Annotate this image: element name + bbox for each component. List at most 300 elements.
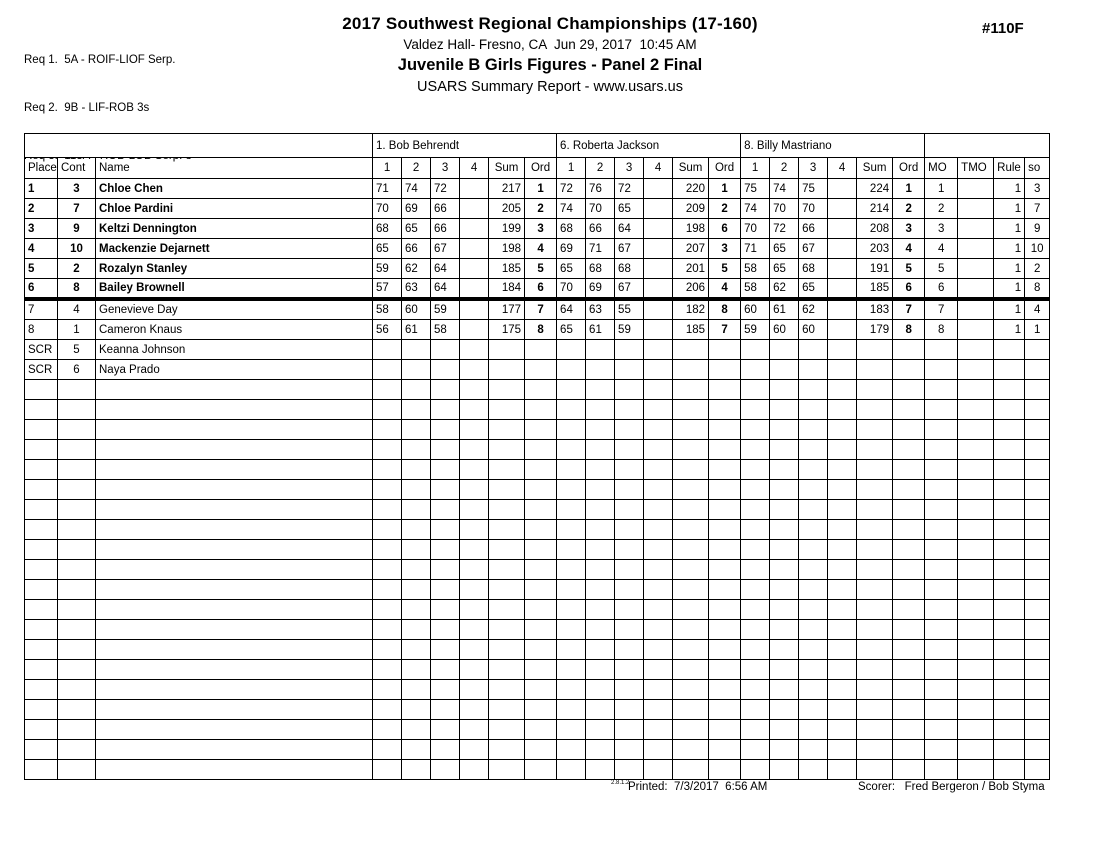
table-row — [25, 239, 1050, 259]
so-cell — [1025, 360, 1050, 380]
score-cell — [460, 600, 489, 620]
score-cell — [828, 239, 857, 259]
mo-cell: 8 — [925, 320, 958, 340]
score-cell — [615, 600, 644, 620]
ord-cell — [893, 560, 925, 580]
mo-cell — [925, 400, 958, 420]
score-cell — [828, 500, 857, 520]
score-cell — [615, 440, 644, 460]
col-header-score: 2 — [770, 158, 799, 179]
score-cell — [644, 299, 673, 320]
place-cell — [25, 700, 58, 720]
score-cell — [373, 700, 402, 720]
score-cell — [644, 380, 673, 400]
place-cell — [25, 540, 58, 560]
sum-cell — [857, 660, 893, 680]
score-cell — [828, 620, 857, 640]
score-cell — [557, 360, 586, 380]
ord-cell — [709, 560, 741, 580]
cont-cell: 6 — [58, 360, 96, 380]
judge-header-row — [25, 134, 1050, 158]
score-cell — [586, 680, 615, 700]
so-cell — [1025, 460, 1050, 480]
sum-cell — [673, 620, 709, 640]
footer-version: 2.8.1.2 — [611, 780, 630, 786]
score-cell — [373, 440, 402, 460]
score-cell — [770, 660, 799, 680]
ord-cell — [709, 740, 741, 760]
score-cell — [644, 480, 673, 500]
empty-row — [25, 620, 1050, 640]
sum-cell — [489, 380, 525, 400]
sum-cell — [857, 500, 893, 520]
score-cell — [557, 500, 586, 520]
sum-cell — [673, 380, 709, 400]
mo-cell — [925, 760, 958, 780]
score-cell — [373, 520, 402, 540]
score-cell — [770, 600, 799, 620]
ord-cell: 5 — [525, 259, 557, 279]
score-cell — [615, 560, 644, 580]
score-cell — [431, 720, 460, 740]
sum-cell: 199 — [489, 219, 525, 239]
score-cell — [373, 380, 402, 400]
ord-cell — [525, 400, 557, 420]
col-header-score: 1 — [741, 158, 770, 179]
mo-cell — [925, 480, 958, 500]
score-cell — [557, 480, 586, 500]
empty-row — [25, 580, 1050, 600]
rule-cell: 1 — [994, 279, 1025, 300]
ord-cell: 3 — [709, 239, 741, 259]
rule-cell — [994, 420, 1025, 440]
score-cell: 74 — [741, 199, 770, 219]
ord-cell: 4 — [893, 239, 925, 259]
tmo-cell — [958, 580, 994, 600]
name-cell — [96, 560, 373, 580]
rule-cell — [994, 480, 1025, 500]
mo-cell — [925, 440, 958, 460]
score-cell — [460, 580, 489, 600]
score-cell — [741, 640, 770, 660]
ord-cell: 2 — [525, 199, 557, 219]
sum-cell — [857, 480, 893, 500]
score-cell — [460, 740, 489, 760]
cont-cell — [58, 540, 96, 560]
score-cell — [460, 520, 489, 540]
score-cell — [799, 400, 828, 420]
report-header — [0, 14, 1100, 95]
cont-cell — [58, 580, 96, 600]
score-cell — [373, 660, 402, 680]
score-cell — [402, 600, 431, 620]
score-cell — [770, 420, 799, 440]
score-cell: 60 — [741, 299, 770, 320]
results-table — [24, 133, 1050, 780]
score-cell: 58 — [373, 299, 402, 320]
score-cell — [557, 380, 586, 400]
score-cell — [799, 560, 828, 580]
score-cell — [615, 340, 644, 360]
sum-cell — [857, 640, 893, 660]
cont-cell — [58, 420, 96, 440]
tmo-cell — [958, 500, 994, 520]
sum-cell: 220 — [673, 179, 709, 199]
sum-cell — [673, 340, 709, 360]
score-cell: 71 — [741, 239, 770, 259]
score-cell — [615, 580, 644, 600]
score-cell — [828, 520, 857, 540]
score-cell — [799, 640, 828, 660]
tmo-cell — [958, 199, 994, 219]
score-cell — [741, 380, 770, 400]
score-cell — [828, 440, 857, 460]
score-cell — [644, 199, 673, 219]
score-cell — [799, 360, 828, 380]
cont-cell — [58, 500, 96, 520]
score-cell — [741, 540, 770, 560]
cont-cell — [58, 520, 96, 540]
sum-cell — [857, 620, 893, 640]
so-cell — [1025, 480, 1050, 500]
score-cell — [741, 340, 770, 360]
score-cell — [373, 580, 402, 600]
rule-cell — [994, 680, 1025, 700]
score-cell: 59 — [741, 320, 770, 340]
score-cell — [557, 720, 586, 740]
score-cell — [741, 520, 770, 540]
rule-cell — [994, 500, 1025, 520]
score-cell — [741, 400, 770, 420]
score-cell — [644, 279, 673, 300]
empty-row — [25, 460, 1050, 480]
ord-cell — [525, 520, 557, 540]
tmo-cell — [958, 179, 994, 199]
score-cell — [586, 640, 615, 660]
score-cell — [615, 520, 644, 540]
empty-row — [25, 700, 1050, 720]
ord-cell — [893, 660, 925, 680]
tmo-cell — [958, 620, 994, 640]
score-cell — [644, 400, 673, 420]
score-cell — [373, 400, 402, 420]
cont-cell — [58, 480, 96, 500]
score-cell — [828, 279, 857, 300]
so-cell — [1025, 760, 1050, 780]
score-cell — [431, 520, 460, 540]
place-cell — [25, 680, 58, 700]
mo-cell: 2 — [925, 199, 958, 219]
empty-row — [25, 400, 1050, 420]
score-cell — [799, 720, 828, 740]
sum-cell: 201 — [673, 259, 709, 279]
sum-cell — [857, 540, 893, 560]
score-cell: 62 — [770, 279, 799, 300]
sum-cell — [489, 340, 525, 360]
score-cell — [828, 219, 857, 239]
score-cell — [402, 460, 431, 480]
score-cell — [770, 400, 799, 420]
mo-cell: 3 — [925, 219, 958, 239]
rule-cell — [994, 520, 1025, 540]
score-cell — [828, 560, 857, 580]
score-cell — [557, 420, 586, 440]
rule-cell — [994, 460, 1025, 480]
name-cell — [96, 720, 373, 740]
tmo-cell — [958, 299, 994, 320]
score-cell — [770, 340, 799, 360]
sum-cell — [673, 700, 709, 720]
ord-cell — [525, 760, 557, 780]
score-cell: 65 — [557, 320, 586, 340]
sum-cell — [857, 700, 893, 720]
score-cell — [402, 760, 431, 780]
ord-cell — [893, 500, 925, 520]
score-cell: 67 — [799, 239, 828, 259]
name-cell — [96, 440, 373, 460]
col-header-score: 4 — [460, 158, 489, 179]
score-cell: 75 — [799, 179, 828, 199]
score-cell — [460, 760, 489, 780]
score-cell — [557, 660, 586, 680]
score-cell — [799, 700, 828, 720]
score-cell — [586, 540, 615, 560]
rule-cell — [994, 700, 1025, 720]
ord-cell: 6 — [709, 219, 741, 239]
place-cell — [25, 740, 58, 760]
col-header-score: 1 — [557, 158, 586, 179]
ord-cell — [525, 580, 557, 600]
score-cell — [644, 660, 673, 680]
score-cell — [644, 440, 673, 460]
score-cell: 59 — [431, 299, 460, 320]
ord-cell — [525, 700, 557, 720]
footer-printed: Printed: 7/3/2017 6:56 AM — [628, 781, 768, 793]
score-cell — [741, 420, 770, 440]
score-cell — [644, 520, 673, 540]
tmo-cell — [958, 640, 994, 660]
tmo-cell — [958, 380, 994, 400]
ord-cell — [893, 400, 925, 420]
place-cell — [25, 400, 58, 420]
score-cell — [431, 480, 460, 500]
score-cell: 76 — [586, 179, 615, 199]
sum-cell — [673, 420, 709, 440]
rule-cell — [994, 360, 1025, 380]
rule-cell: 1 — [994, 320, 1025, 340]
ord-cell: 7 — [893, 299, 925, 320]
rule-cell — [994, 440, 1025, 460]
place-cell — [25, 520, 58, 540]
score-cell — [741, 680, 770, 700]
score-cell — [431, 560, 460, 580]
so-cell — [1025, 600, 1050, 620]
score-cell — [586, 520, 615, 540]
score-cell: 55 — [615, 299, 644, 320]
mo-cell — [925, 580, 958, 600]
score-cell: 66 — [799, 219, 828, 239]
mo-cell — [925, 460, 958, 480]
score-cell — [373, 340, 402, 360]
score-cell — [431, 340, 460, 360]
mo-cell — [925, 340, 958, 360]
score-cell — [615, 640, 644, 660]
score-cell — [741, 480, 770, 500]
sum-cell — [857, 740, 893, 760]
cont-cell — [58, 560, 96, 580]
score-cell: 70 — [770, 199, 799, 219]
score-cell — [741, 760, 770, 780]
ord-cell — [893, 440, 925, 460]
table-row — [25, 259, 1050, 279]
sum-cell: 217 — [489, 179, 525, 199]
col-header-score: 2 — [586, 158, 615, 179]
sum-cell — [857, 720, 893, 740]
rule-cell — [994, 740, 1025, 760]
score-cell — [557, 760, 586, 780]
so-cell — [1025, 560, 1050, 580]
ord-cell — [893, 480, 925, 500]
sum-cell — [857, 440, 893, 460]
cont-cell: 8 — [58, 279, 96, 300]
score-cell — [557, 540, 586, 560]
cont-cell: 4 — [58, 299, 96, 320]
ord-cell — [893, 340, 925, 360]
score-cell: 70 — [557, 279, 586, 300]
score-cell — [557, 740, 586, 760]
score-cell: 70 — [373, 199, 402, 219]
ord-cell — [893, 460, 925, 480]
score-cell — [460, 299, 489, 320]
rule-cell — [994, 380, 1025, 400]
score-cell — [373, 460, 402, 480]
score-cell: 68 — [586, 259, 615, 279]
sum-cell: 177 — [489, 299, 525, 320]
sum-cell — [489, 540, 525, 560]
ord-cell: 8 — [709, 299, 741, 320]
score-cell — [431, 440, 460, 460]
score-cell — [615, 660, 644, 680]
place-cell — [25, 580, 58, 600]
sum-cell — [673, 720, 709, 740]
cont-cell: 9 — [58, 219, 96, 239]
ord-cell: 4 — [525, 239, 557, 259]
score-cell — [799, 520, 828, 540]
col-header-sum: Sum — [673, 158, 709, 179]
mo-cell — [925, 500, 958, 520]
rule-cell — [994, 640, 1025, 660]
cont-cell — [58, 460, 96, 480]
score-cell — [402, 700, 431, 720]
score-cell — [460, 340, 489, 360]
tmo-cell — [958, 560, 994, 580]
score-cell — [770, 560, 799, 580]
ord-cell: 3 — [893, 219, 925, 239]
sum-cell: 191 — [857, 259, 893, 279]
score-cell — [460, 320, 489, 340]
place-cell: 5 — [25, 259, 58, 279]
score-cell: 61 — [586, 320, 615, 340]
sum-cell — [489, 740, 525, 760]
ord-cell: 1 — [893, 179, 925, 199]
sum-cell — [489, 640, 525, 660]
name-cell — [96, 640, 373, 660]
sum-cell — [857, 460, 893, 480]
score-cell — [373, 500, 402, 520]
sum-cell — [857, 760, 893, 780]
empty-row — [25, 660, 1050, 680]
score-cell: 67 — [431, 239, 460, 259]
mo-cell — [925, 420, 958, 440]
score-cell — [373, 620, 402, 640]
score-cell — [586, 740, 615, 760]
score-cell — [460, 360, 489, 380]
score-cell — [586, 560, 615, 580]
ord-cell — [525, 420, 557, 440]
name-cell — [96, 380, 373, 400]
judge-header-spacer-right — [925, 134, 1050, 158]
score-cell — [460, 179, 489, 199]
sum-cell — [673, 440, 709, 460]
ord-cell: 1 — [709, 179, 741, 199]
sum-cell — [489, 600, 525, 620]
ord-cell — [525, 600, 557, 620]
ord-cell — [893, 700, 925, 720]
score-cell — [615, 700, 644, 720]
sum-cell: 184 — [489, 279, 525, 300]
cont-cell — [58, 700, 96, 720]
name-cell — [96, 620, 373, 640]
so-cell — [1025, 520, 1050, 540]
score-cell: 71 — [373, 179, 402, 199]
score-cell — [402, 420, 431, 440]
name-cell — [96, 400, 373, 420]
so-cell: 2 — [1025, 259, 1050, 279]
sum-cell — [673, 460, 709, 480]
score-cell — [828, 660, 857, 680]
sum-cell: 207 — [673, 239, 709, 259]
score-cell — [431, 600, 460, 620]
score-cell: 64 — [431, 259, 460, 279]
venue-line: Valdez Hall- Fresno, CA Jun 29, 2017 10:45 AM — [403, 37, 697, 52]
col-header-mo: MO — [925, 158, 958, 179]
name-cell — [96, 740, 373, 760]
score-cell — [557, 620, 586, 640]
sum-cell — [489, 400, 525, 420]
empty-row — [25, 760, 1050, 780]
score-cell — [460, 440, 489, 460]
score-cell — [741, 720, 770, 740]
rule-cell: 1 — [994, 179, 1025, 199]
tmo-cell — [958, 460, 994, 480]
name-cell — [96, 600, 373, 620]
col-header-score: 4 — [644, 158, 673, 179]
score-cell — [799, 680, 828, 700]
score-cell — [741, 440, 770, 460]
score-cell — [557, 580, 586, 600]
score-cell — [828, 340, 857, 360]
place-cell: 3 — [25, 219, 58, 239]
empty-row — [25, 520, 1050, 540]
rule-cell: 1 — [994, 199, 1025, 219]
ord-cell — [525, 560, 557, 580]
place-cell — [25, 640, 58, 660]
sum-cell — [489, 720, 525, 740]
report-subtitle: USARS Summary Report - www.usars.us — [417, 79, 683, 95]
score-cell: 66 — [402, 239, 431, 259]
score-cell — [431, 660, 460, 680]
col-header-score: 4 — [828, 158, 857, 179]
